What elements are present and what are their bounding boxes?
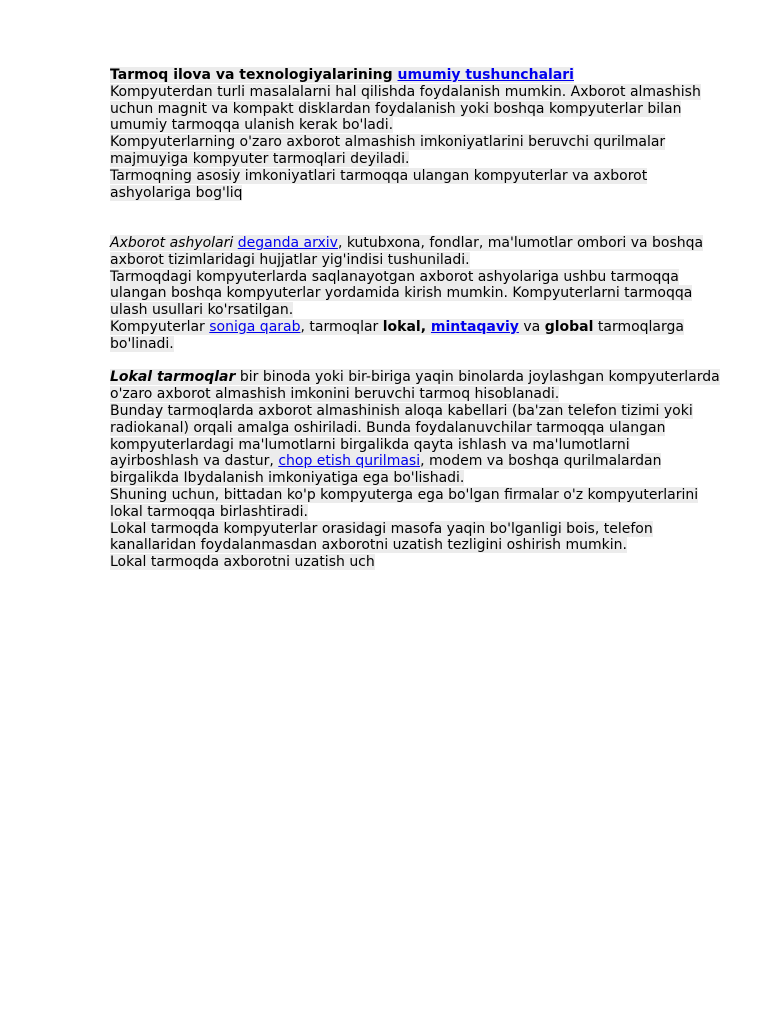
section3-text-5: Lokal tarmoqda axborotni uzatish uch [110, 554, 375, 571]
section3-paragraph-1 [110, 369, 720, 403]
intro-paragraph-1 [110, 84, 720, 134]
section2-paragraph-2 [110, 269, 720, 319]
chop-etish-qurilmasi-link[interactable]: chop etish qurilmasi [278, 453, 421, 470]
axborot-ashyolari-term: Axborot ashyolari [110, 234, 234, 251]
lokal-bold: lokal, [382, 318, 431, 335]
section3-paragraph-4 [110, 521, 720, 555]
intro-text-3: Tarmoqning asosiy imkoniyatlari tarmoqqa ulangan kompyuterlar va axborot ashyolariga bog'liq [110, 167, 648, 201]
section2-paragraph-1 [110, 235, 720, 269]
section2-text-2: Tarmoqdagi kompyuterlarda saqlanayotgan axborot ashyolariga ushbu tarmoqqa ulangan boshqa kompyuterlar yordamida kirish mumkin. Kompyuterlarni tarmoqqa ulash usullari ko'rsatilgan. [110, 268, 693, 319]
spacer [110, 353, 720, 370]
section2-paragraph-3 [110, 319, 720, 353]
global-bold: global [544, 318, 594, 335]
section3-text-1: bir binoda yoki bir-biriga yaqin binolarda joylashgan kompyuterlarda o'zaro axborot almashish imkonini beruvchi tarmoq hisoblanadi. [110, 369, 720, 403]
lokal-tarmoqlar-term: Lokal tarmoqlar [110, 369, 236, 386]
deganda-arxiv-link[interactable]: deganda arxiv [237, 234, 338, 251]
section3-paragraph-3 [110, 487, 720, 521]
soniga-qarab-link[interactable]: soniga qarab [209, 318, 301, 335]
section2-text-3b: , tarmoqlar [300, 318, 383, 335]
section3-text-4: Lokal tarmoqda kompyuterlar orasidagi masofa yaqin bo'lganligi bois, telefon kanallaridan foydalanmasdan axborotni uzatish tezligini oshirish mumkin. [110, 520, 653, 554]
section2-text-3c: va [518, 318, 545, 335]
section3-text-2b: , modem va boshqa qurilmalardan birgalikda Ibydalanish imkoniyatiga ega bo'lishadi. [110, 453, 662, 487]
heading-link[interactable]: umumiy tushunchalari [397, 67, 574, 83]
intro-text-2: Kompyuterlarning o'zaro axborot almashish imkoniyatlarini beruvchi qurilmalar majmuyiga kompyuter tarmoqlari deyiladi. [110, 134, 666, 167]
section3-text-2a: Bunday tarmoqlarda axborot almashinish aloqa kabellari (ba'zan telefon tizimi yoki radiokanal) orqali amalga oshiriladi. Bunda foydalanuvchilar tarmoqqa ulangan kompyuterlardagi ma'lumotlarni birgalikda qayta ishlash va ma'lumotlarni ayirboshlash va dastur, [110, 402, 693, 470]
section2-text-1: , kutubxona, fondlar, ma'lumotlar ombori va boshqa axborot tizimlaridagi hujjatlar yig'indisi tushuniladi. [110, 234, 704, 268]
intro-paragraph-2 [110, 134, 720, 168]
section3-paragraph-2 [110, 403, 720, 487]
document-body [110, 67, 720, 571]
intro-paragraph-3 [110, 168, 720, 202]
mintaqaviy-link[interactable]: mintaqaviy [430, 318, 519, 335]
section2-text-3d: tarmoqlarga bo'linadi. [110, 318, 684, 352]
section2-text-3a: Kompyuterlar [110, 318, 210, 335]
spacer [110, 201, 720, 235]
document-heading [110, 67, 720, 84]
section3-paragraph-5 [110, 554, 720, 571]
section3-text-3: Shuning uchun, bittadan ko'p kompyuterga ega bo'lgan firmalar o'z kompyuterlarini lokal tarmoqqa birlashtiradi. [110, 486, 699, 520]
intro-text-1: Kompyuterdan turli masalalarni hal qilishda foydalanish mumkin. Axborot almashish uchun magnit va kompakt disklardan foydalanish yoki boshqa kompyuterlar bilan umumiy tarmoqqa ulanish kerak bo'ladi. [110, 83, 701, 134]
heading-text: Tarmoq ilova va texnologiyalarining [110, 67, 398, 83]
